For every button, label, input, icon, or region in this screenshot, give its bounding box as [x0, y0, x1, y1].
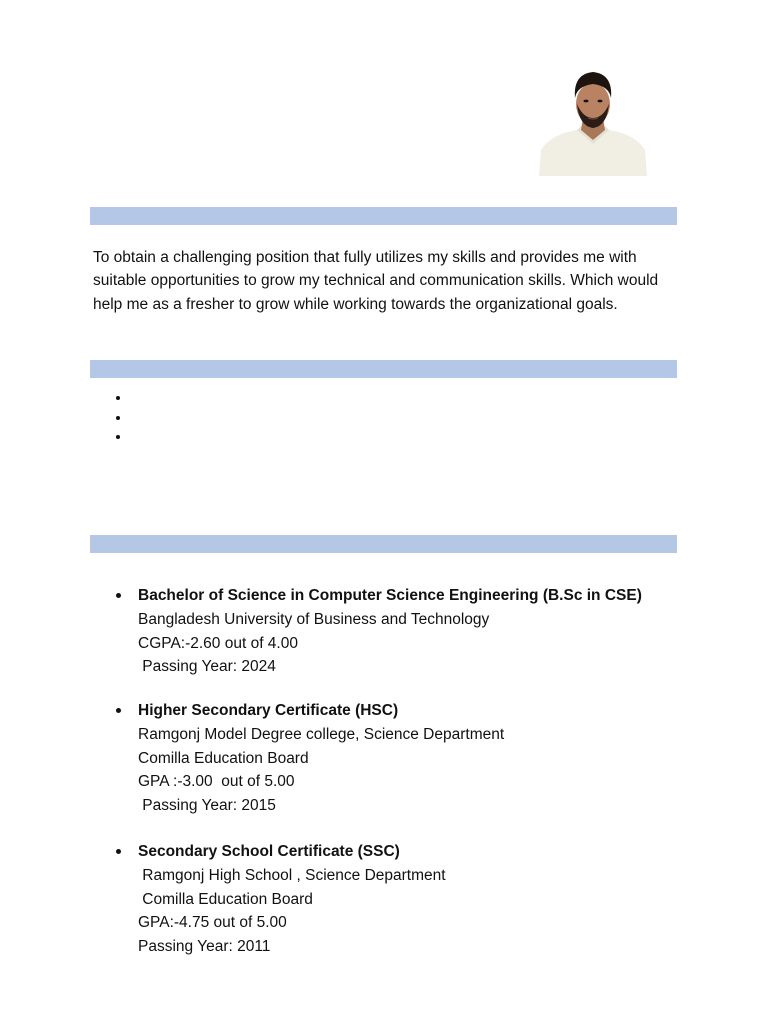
passing-year: Passing Year: 2015 — [138, 797, 276, 815]
education-board: Comilla Education Board — [138, 749, 309, 767]
degree-title: Bachelor of Science in Computer Science Engineering (B.Sc in CSE) — [138, 587, 642, 604]
bullet-icon — [116, 593, 121, 598]
grade: CGPA:-2.60 out of 4.00 — [138, 634, 298, 652]
objective-section-band — [90, 207, 677, 225]
institution: Ramgonj Model Degree college, Science Department — [138, 725, 505, 743]
education-section-band — [90, 535, 677, 553]
institution: Ramgonj High School , Science Department — [138, 866, 446, 884]
degree-title: Higher Secondary Certificate (HSC) — [138, 702, 399, 719]
education-entry-bsc — [112, 584, 672, 679]
skills-section-band — [90, 360, 677, 378]
education-board: Comilla Education Board — [138, 890, 313, 908]
degree-title: Secondary School Certificate (SSC) — [138, 843, 400, 860]
institution: Bangladesh University of Business and Technology — [138, 610, 490, 628]
passing-year: Passing Year: 2024 — [138, 658, 276, 676]
education-entry-hsc — [112, 699, 672, 818]
bullet-icon — [116, 849, 121, 854]
passing-year: Passing Year: 2011 — [138, 938, 271, 956]
career-objective-text: To obtain a challenging position that fully utilizes my skills and provides me with suitable opportunities to grow my technical and communication skills. Which would help me as a fresher to grow while working towards the organizational goals. — [93, 249, 659, 313]
education-entry-ssc — [112, 840, 672, 959]
grade: GPA :-3.00 out of 5.00 — [138, 773, 295, 791]
bullet-icon — [116, 708, 121, 713]
grade: GPA:-4.75 out of 5.00 — [138, 914, 287, 932]
profile-photo — [537, 48, 649, 176]
